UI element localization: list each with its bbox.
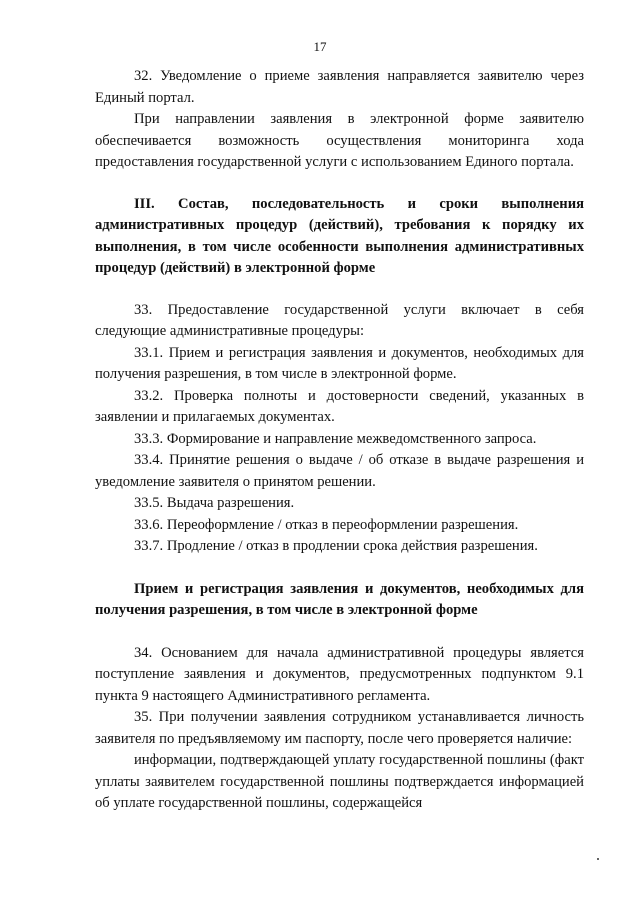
scan-speck — [597, 858, 599, 860]
paragraph-33-1: 33.1. Прием и регистрация заявления и документов, необходимых для получения разрешения, в том числе в электронной форме. — [95, 344, 584, 382]
paragraph-duty-info: информации, подтверждающей уплату государственной пошлины (факт уплаты заявителем государственной пошлины подтверждается информацией об уплате государственной пошлины, содержащейся — [95, 752, 584, 811]
page-number: 17 — [313, 39, 327, 54]
paragraph-34: 34. Основанием для начала административной процедуры является поступление заявления и документов, предусмотренных подпунктом 9.1 пункта 9 настоящего Административного регламента. — [95, 644, 584, 704]
paragraph-32: 32. Уведомление о приеме заявления направляется заявителю через Единый портал. — [95, 68, 584, 106]
subsection-heading: Прием и регистрация заявления и документов, необходимых для получения разрешения, в том числе в электронной форме — [95, 580, 584, 618]
paragraph-33-6: 33.6. Переоформление / отказ в переоформлении разрешения. — [134, 516, 519, 533]
paragraph-35: 35. При получении заявления сотрудником устанавливается личность заявителя по предъявляемому им паспорту, после чего проверяется наличие: — [95, 709, 584, 747]
spacer — [95, 280, 584, 300]
paragraph-33-2: 33.2. Проверка полноты и достоверности сведений, указанных в заявлении и прилагаемых документах. — [95, 387, 584, 425]
paragraph-33-7: 33.7. Продление / отказ в продлении срока действия разрешения. — [134, 538, 538, 554]
spacer — [95, 558, 584, 579]
paragraph-33: 33. Предоставление государственной услуги включает в себя следующие административные процедуры: — [95, 301, 584, 339]
spacer — [95, 622, 584, 643]
section-heading: III. Состав, последовательность и сроки выполнения административных процедур (действий), требования к порядку их выполнения, в том числе особенности выполнения административных процедур (действий) в электронной форме — [95, 195, 584, 276]
spacer — [95, 174, 584, 194]
paragraph-33-4: 33.4. Принятие решения о выдаче / об отказе в выдаче разрешения и уведомление заявителя о принятом решении. — [95, 452, 584, 490]
paragraph-33-5: 33.5. Выдача разрешения. — [134, 495, 295, 511]
paragraph-monitoring: При направлении заявления в электронной форме заявителю обеспечивается возможность осуществления мониторинга хода предоставления государственной услуги с использованием Единого портала. — [95, 111, 584, 170]
document-body — [95, 66, 584, 815]
paragraph-33-3: 33.3. Формирование и направление межведомственного запроса. — [134, 430, 537, 447]
